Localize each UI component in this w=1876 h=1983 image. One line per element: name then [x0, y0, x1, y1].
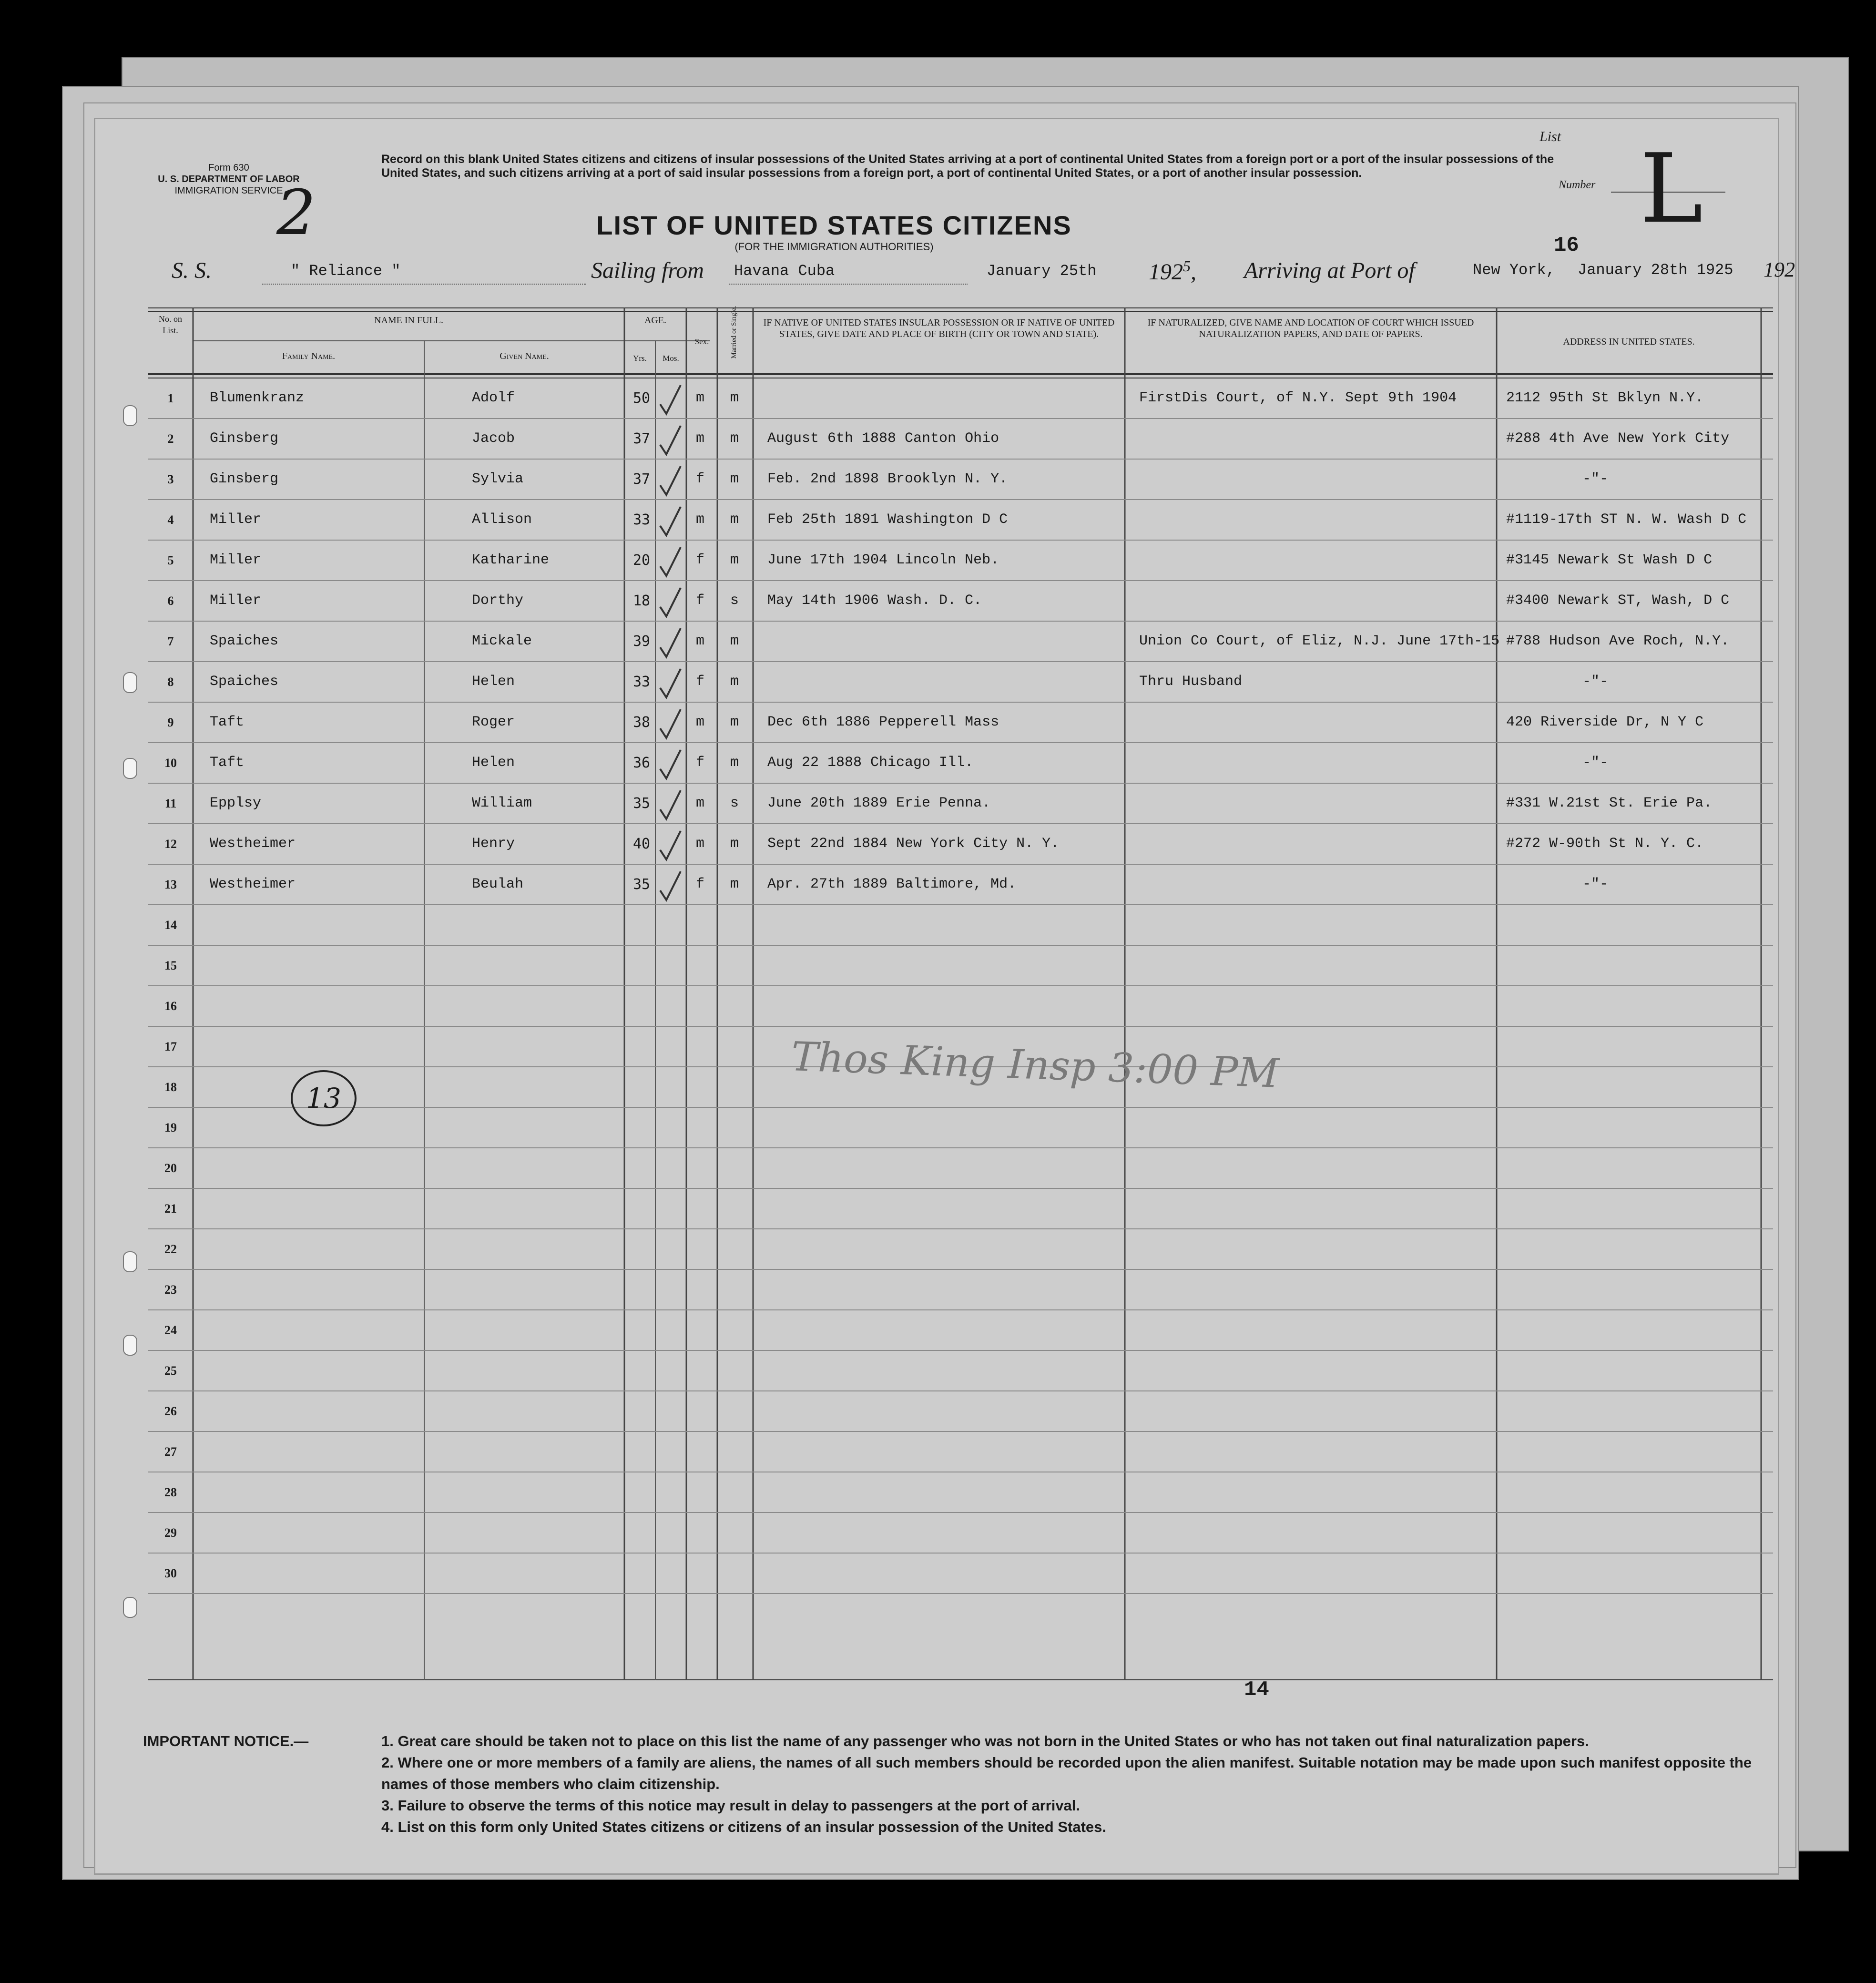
row-number: 8	[167, 675, 174, 689]
binder-hole	[123, 1335, 137, 1356]
check-mark	[660, 628, 681, 657]
col-header-married: Married or Single.	[730, 306, 738, 359]
sex: m	[696, 390, 705, 406]
row-number: 14	[164, 918, 177, 932]
check-mark	[660, 385, 681, 414]
given-name: Katharine	[472, 552, 550, 568]
birth-info: Apr. 27th 1889 Baltimore, Md.	[767, 876, 1017, 892]
family-name: Miller	[210, 511, 262, 528]
age-years: 38	[633, 714, 651, 731]
list-number: 16	[1554, 234, 1579, 257]
given-name: Helen	[472, 674, 515, 690]
address: #331 W.21st St. Erie Pa.	[1506, 795, 1713, 811]
address: 420 Riverside Dr, N Y C	[1506, 714, 1704, 730]
sex: f	[696, 471, 705, 487]
row-number: 1	[167, 391, 174, 405]
row-number: 7	[167, 634, 174, 648]
age-years: 33	[633, 674, 651, 690]
given-name: Mickale	[472, 633, 532, 649]
family-name: Westheimer	[210, 836, 296, 852]
row-number: 20	[164, 1161, 177, 1175]
address: #272 W-90th St N. Y. C.	[1506, 836, 1704, 852]
sex: m	[696, 430, 705, 447]
sex: m	[696, 795, 705, 811]
row-number: 2	[167, 432, 174, 446]
row-number: 9	[167, 716, 174, 729]
circled-total	[291, 1070, 357, 1126]
row-number: 5	[167, 553, 174, 567]
check-mark	[660, 547, 681, 576]
row-number: 11	[164, 797, 177, 810]
sailing-date: January 25th	[987, 262, 1097, 280]
row-number: 3	[167, 472, 174, 486]
age-years: 35	[633, 876, 651, 893]
address: -"-	[1582, 755, 1609, 771]
family-name: Taft	[210, 714, 245, 730]
given-name: Beulah	[472, 876, 524, 892]
sex: f	[696, 755, 705, 771]
sex: f	[696, 552, 705, 568]
notice-label: IMPORTANT NOTICE.—	[143, 1733, 309, 1749]
check-mark	[660, 588, 681, 616]
marital-status: m	[730, 633, 739, 649]
marital-status: m	[730, 876, 739, 892]
birth-info: August 6th 1888 Canton Ohio	[767, 430, 999, 447]
given-name: Dorthy	[472, 593, 524, 609]
birth-info: Feb. 2nd 1898 Brooklyn N. Y.	[767, 471, 1008, 487]
binder-hole	[123, 1251, 137, 1272]
age-years: 37	[633, 471, 651, 488]
check-mark	[660, 750, 681, 778]
row-number: 10	[164, 756, 177, 770]
marital-status: m	[730, 714, 739, 730]
row-number: 17	[164, 1040, 177, 1053]
row-number: 16	[164, 999, 177, 1013]
family-name: Ginsberg	[210, 471, 279, 487]
birth-info: June 17th 1904 Lincoln Neb.	[767, 552, 999, 568]
marital-status: s	[730, 593, 739, 609]
form-number: Form 630	[208, 163, 249, 173]
notice-list	[381, 1730, 1764, 1838]
given-name: Adolf	[472, 390, 515, 406]
record-instructions: Record on this blank United States citizens and citizens of insular possessions of the United States arriving at a port of continental United States from a foreign port or a port of the insular possessions of the United States, and such citizens arriving at a port of said insular possessions from a foreign port, a port of continental United States, or a port of another insular possession.	[381, 153, 1554, 180]
sex: f	[696, 593, 705, 609]
sex: f	[696, 876, 705, 892]
col-header-mos: Mos.	[663, 354, 679, 363]
address: #1119-17th ST N. W. Wash D C	[1506, 511, 1747, 528]
notice-item: 4. List on this form only United States citizens or citizens of an insular possession of the United States.	[381, 1819, 1106, 1835]
col-header-address: ADDRESS IN UNITED STATES.	[1563, 337, 1695, 347]
address: #3400 Newark ST, Wash, D C	[1506, 593, 1730, 609]
address: #288 4th Ave New York City	[1506, 430, 1730, 447]
given-name: Allison	[472, 511, 532, 528]
col-header-given: Given Name.	[500, 351, 549, 361]
check-mark	[660, 709, 681, 738]
family-name: Spaiches	[210, 633, 279, 649]
row-number: 27	[164, 1445, 177, 1459]
row-number: 22	[164, 1242, 177, 1256]
arriving-date: January 28th 1925	[1578, 261, 1733, 279]
manifest-page	[95, 119, 1795, 1873]
family-name: Miller	[210, 552, 262, 568]
address: -"-	[1582, 471, 1609, 487]
row-number: 28	[164, 1485, 177, 1499]
birth-info: Sept 22nd 1884 New York City N. Y.	[767, 836, 1060, 852]
age-years: 39	[633, 633, 651, 650]
binder-hole	[123, 672, 137, 693]
number-label: Number	[1559, 179, 1596, 191]
row-number: 12	[164, 837, 177, 851]
marital-status: m	[730, 836, 739, 852]
col-header-birth: IF NATIVE OF UNITED STATES INSULAR POSSESSION OR IF NATIVE OF UNITED STATES, GIVE DATE AND PLACE OF BIRTH (CITY OR TOWN AND STATE).	[763, 317, 1115, 339]
arriving-label: Arriving at Port of	[1244, 258, 1415, 283]
given-name: Jacob	[472, 430, 515, 447]
address: #3145 Newark St Wash D C	[1506, 552, 1713, 568]
marital-status: m	[730, 511, 739, 528]
check-mark	[660, 871, 681, 900]
sex: f	[696, 674, 705, 690]
handwritten-mark-top-right: L	[1640, 133, 1703, 245]
check-mark	[660, 507, 681, 535]
family-name: Ginsberg	[210, 430, 279, 447]
page-number: 14	[1244, 1678, 1269, 1702]
binder-hole	[123, 405, 137, 426]
given-name: Roger	[472, 714, 515, 730]
col-header-age: AGE.	[644, 315, 667, 326]
ss-label: S. S.	[172, 258, 212, 283]
col-header-no: No. on List.	[159, 314, 182, 335]
row-number: 6	[167, 594, 174, 608]
ship-underline	[262, 284, 586, 285]
document-subtitle: (FOR THE IMMIGRATION AUTHORITIES)	[734, 241, 934, 253]
age-years: 33	[633, 511, 651, 528]
family-name: Miller	[210, 593, 262, 609]
row-number: 15	[164, 959, 177, 972]
notice-item: 2. Where one or more members of a family are aliens, the names of all such members should be recorded upon the alien manifest. Suitable notation may be made upon such manifest opposite the names of those members who claim citizenship.	[381, 1754, 1752, 1792]
birth-info: Feb 25th 1891 Washington D C	[767, 511, 1008, 528]
given-name: Helen	[472, 755, 515, 771]
department-name: U. S. DEPARTMENT OF LABOR	[158, 174, 300, 184]
col-header-naturalized: IF NATURALIZED, GIVE NAME AND LOCATION OF COURT WHICH ISSUED NATURALIZATION PAPERS, AND DATE OF PAPERS.	[1147, 317, 1474, 339]
age-years: 40	[633, 836, 651, 852]
age-years: 50	[633, 390, 651, 407]
naturalization-info: FirstDis Court, of N.Y. Sept 9th 1904	[1139, 390, 1457, 406]
notice-item: 3. Failure to observe the terms of this notice may result in delay to passengers at the port of arrival.	[381, 1797, 1081, 1814]
address: #788 Hudson Ave Roch, N.Y.	[1506, 633, 1730, 649]
sailing-label: Sailing from	[591, 258, 704, 283]
col-header-family: Family Name.	[282, 351, 336, 361]
given-name: Henry	[472, 836, 515, 852]
age-years: 36	[633, 755, 651, 771]
row-number: 21	[164, 1202, 177, 1216]
handwritten-mark-top-left: 2	[276, 176, 316, 249]
row-number: 30	[164, 1566, 177, 1580]
year-label-1: $192^5$,	[1149, 257, 1196, 285]
row-number: 13	[164, 878, 177, 891]
inspector-signature: Thos King Insp 3:00 PM	[790, 1033, 1280, 1097]
service-name: IMMIGRATION SERVICE	[174, 185, 283, 196]
age-years: 35	[633, 795, 651, 812]
marital-status: m	[730, 755, 739, 771]
naturalization-info: Thru Husband	[1139, 674, 1243, 690]
sailing-underline	[729, 284, 968, 285]
age-years: 37	[633, 430, 651, 447]
row-number: 4	[167, 513, 174, 527]
birth-info: Aug 22 1888 Chicago Ill.	[767, 755, 974, 771]
row-number: 29	[164, 1526, 177, 1540]
given-name: Sylvia	[472, 471, 524, 487]
sex: m	[696, 714, 705, 730]
marital-status: m	[730, 552, 739, 568]
check-mark	[660, 466, 681, 495]
col-header-sex: Sex.	[694, 337, 709, 346]
passenger-table	[148, 307, 1773, 1680]
sex: m	[696, 511, 705, 528]
age-years: 18	[633, 593, 651, 609]
check-mark	[660, 669, 681, 697]
year-label-2: 192	[1764, 258, 1795, 281]
family-name: Spaiches	[210, 674, 279, 690]
sex: m	[696, 633, 705, 649]
marital-status: m	[730, 471, 739, 487]
row-number: 26	[164, 1404, 177, 1418]
birth-info: May 14th 1906 Wash. D. C.	[767, 593, 982, 609]
sex: m	[696, 836, 705, 852]
notice-item: 1. Great care should be taken not to place on this list the name of any passenger who was not born in the United States or who has not taken out final naturalization papers.	[381, 1733, 1589, 1749]
row-number: 25	[164, 1364, 177, 1378]
marital-status: m	[730, 674, 739, 690]
row-number: 23	[164, 1283, 177, 1297]
col-header-name: NAME IN FULL.	[374, 315, 443, 326]
age-years: 20	[633, 552, 651, 569]
ship-name: " Reliance "	[291, 262, 401, 280]
row-number: 24	[164, 1323, 177, 1337]
birth-info: June 20th 1889 Erie Penna.	[767, 795, 991, 811]
family-name: Westheimer	[210, 876, 296, 892]
circled-total-value: 13	[306, 1082, 341, 1114]
address: -"-	[1582, 674, 1609, 690]
voyage-line	[167, 257, 1795, 296]
family-name: Epplsy	[210, 795, 262, 811]
check-mark	[660, 790, 681, 819]
row-number: 19	[164, 1121, 177, 1135]
check-mark	[660, 426, 681, 454]
binder-hole	[123, 758, 137, 779]
family-name: Blumenkranz	[210, 390, 305, 406]
row-number: 18	[164, 1080, 177, 1094]
address: -"-	[1582, 876, 1609, 892]
naturalization-info: Union Co Court, of Eliz, N.J. June 17th-15	[1139, 633, 1500, 649]
marital-status: m	[730, 390, 739, 406]
birth-info: Dec 6th 1886 Pepperell Mass	[767, 714, 999, 730]
address: 2112 95th St Bklyn N.Y.	[1506, 390, 1704, 406]
given-name: William	[472, 795, 532, 811]
check-mark	[660, 831, 681, 859]
binder-hole	[123, 1597, 137, 1618]
sailing-from: Havana Cuba	[734, 262, 835, 280]
col-header-yrs: Yrs.	[633, 354, 647, 363]
document-title: LIST OF UNITED STATES CITIZENS	[596, 210, 1072, 240]
list-label: List	[1540, 129, 1561, 144]
marital-status: m	[730, 430, 739, 447]
marital-status: s	[730, 795, 739, 811]
family-name: Taft	[210, 755, 245, 771]
arriving-port: New York,	[1473, 261, 1555, 279]
